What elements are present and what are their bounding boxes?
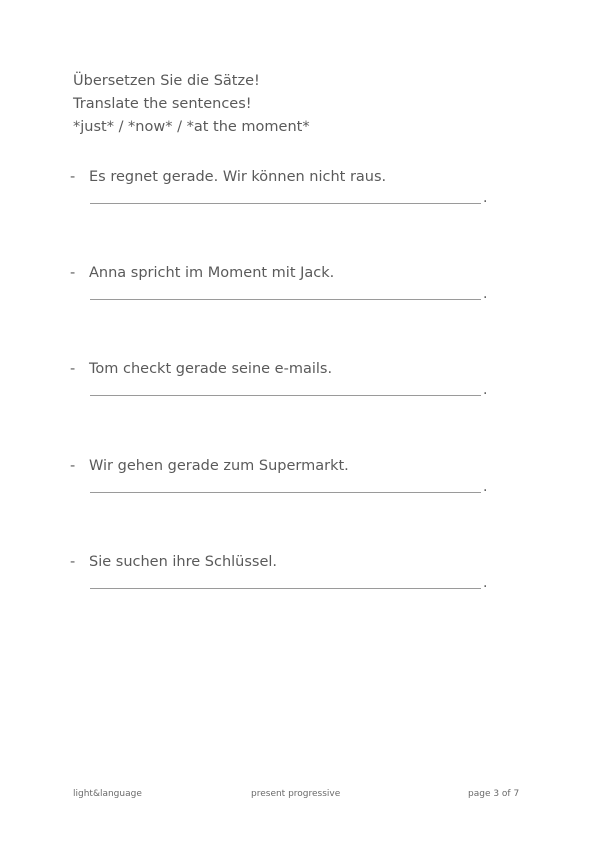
exercise-item <box>70 553 510 603</box>
footer-page-number: page 3 of 7 <box>468 789 520 799</box>
instruction-keywords: *just* / *now* / *at the moment* <box>73 119 310 135</box>
page-footer <box>0 789 595 803</box>
exercise-item <box>70 168 510 218</box>
answer-line[interactable] <box>90 203 481 204</box>
bullet-dash: - <box>70 169 76 185</box>
footer-brand: light&language <box>73 789 142 799</box>
exercise-sentence: Sie suchen ihre Schlüssel. <box>89 554 278 570</box>
bullet-dash: - <box>70 361 76 377</box>
exercise-sentence: Anna spricht im Moment mit Jack. <box>89 265 335 281</box>
exercise-item <box>70 360 510 410</box>
answer-period: . <box>483 190 488 206</box>
answer-period: . <box>483 479 488 495</box>
bullet-dash: - <box>70 458 76 474</box>
exercise-item <box>70 264 510 314</box>
instructions <box>73 70 310 139</box>
exercise-sentence: Es regnet gerade. Wir können nicht raus. <box>89 169 387 185</box>
exercise-item <box>70 457 510 507</box>
bullet-dash: - <box>70 265 76 281</box>
instruction-english: Translate the sentences! <box>73 96 252 112</box>
answer-line[interactable] <box>90 492 481 493</box>
answer-line[interactable] <box>90 299 481 300</box>
answer-period: . <box>483 286 488 302</box>
exercise-sentence: Tom checkt gerade seine e-mails. <box>89 361 333 377</box>
footer-topic: present progressive <box>251 789 341 799</box>
instruction-german: Übersetzen Sie die Sätze! <box>73 73 260 89</box>
answer-line[interactable] <box>90 395 481 396</box>
answer-period: . <box>483 575 488 591</box>
answer-period: . <box>483 382 488 398</box>
answer-line[interactable] <box>90 588 481 589</box>
exercise-sentence: Wir gehen gerade zum Supermarkt. <box>89 458 349 474</box>
bullet-dash: - <box>70 554 76 570</box>
